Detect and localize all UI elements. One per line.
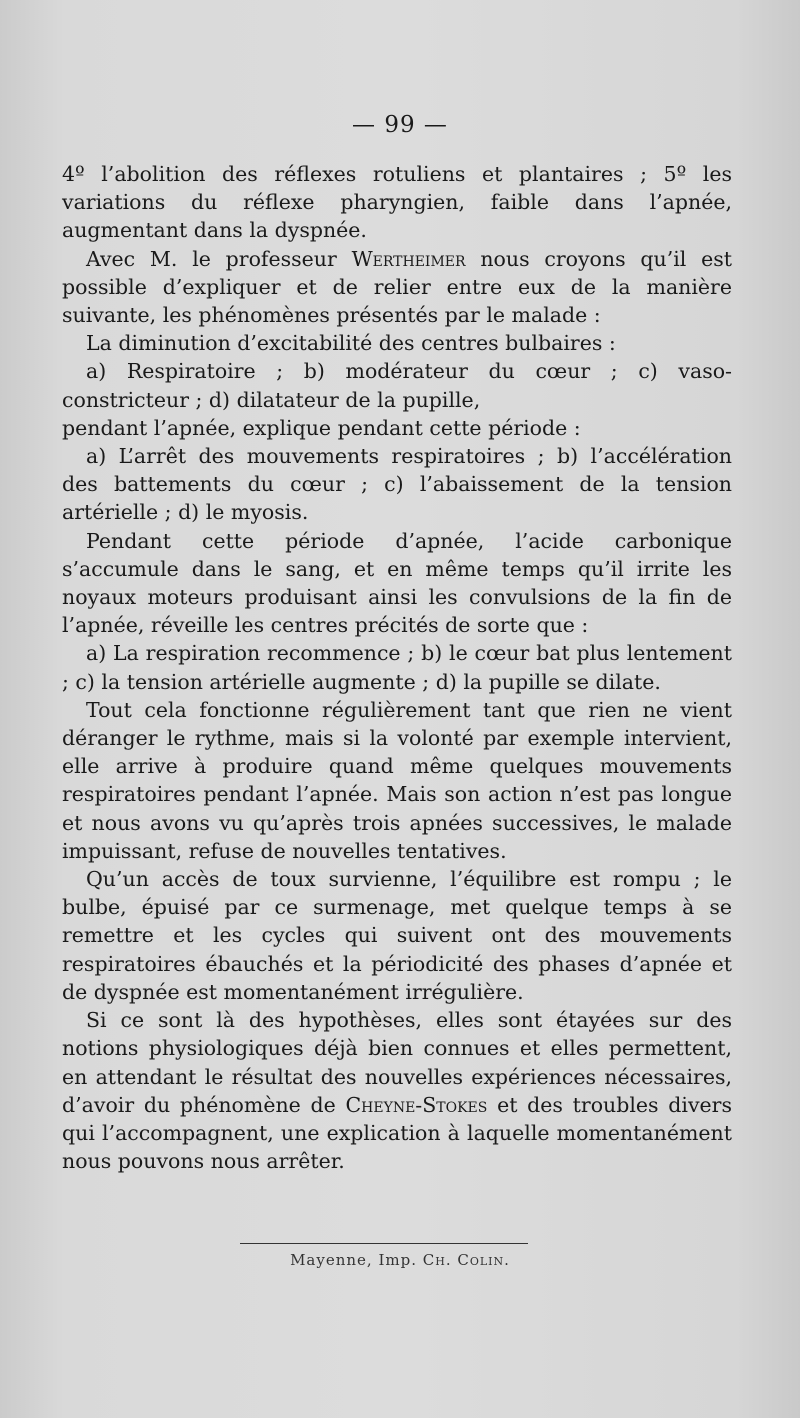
paragraph: Qu’un accès de toux survienne, l’équilibre est rompu ; le bulbe, épuisé par ce surmenage, met quelque temps à se remettre et les cycles qui suivent ont des mouvements respiratoires ébauchés et la périodicité des phases d’apnée et de dyspnée est momentanément irrégulière.	[62, 867, 732, 1004]
paragraph: 4º l’abolition des réflexes rotuliens et plantaires ; 5º les variations du réflexe pharyngien, faible dans l’apnée, augmentant dans la dyspnée.	[62, 162, 732, 243]
paragraph: a) La respiration recommence ; b) le cœur bat plus lentement ; c) la tension artérielle augmente ; d) la pupille se dilate.	[62, 641, 732, 694]
paragraph: Tout cela fonctionne régulièrement tant que rien ne vient déranger le rythme, mais si la volonté par exemple intervient, elle arrive à produire quand même quelques mouvements respiratoires pendant l’apnée. Mais son action n’est pas longue et nous avons vu qu’après trois apnées successives, le malade impuissant, refuse de nouvelles tentatives.	[62, 697, 732, 863]
imprint-place: Mayenne, Imp.	[290, 1251, 423, 1269]
text-run: Si ce sont là des hypothèses, elles sont étayées sur des notions physiologiques déjà bien connues et elles permettent, en attendant le résultat des nouvelles expériences nécessaires, d’avoir du phénomène de	[62, 1008, 732, 1117]
imprint-printer: Ch. Colin	[422, 1251, 505, 1269]
page-number: — 99 —	[352, 112, 448, 138]
paragraph	[62, 245, 732, 330]
paragraph: La diminution d’excitabilité des centres bulbaires :	[86, 331, 616, 356]
paragraph: a) Respiratoire ; b) modérateur du cœur ; c) vaso-constricteur ; d) dilatateur de la pupille,	[62, 359, 732, 412]
text-run: Avec M. le professeur	[86, 246, 352, 271]
paragraph: pendant l’apnée, explique pendant cette période :	[62, 415, 581, 440]
paragraph: a) L’arrêt des mouvements respiratoires ; b) l’accélération des battements du cœur ; c) l’abaissement de la tension artérielle ; d) le myosis.	[62, 444, 732, 525]
person-name: Wertheimer	[351, 246, 466, 271]
imprint-end: .	[504, 1251, 510, 1269]
text-body	[62, 160, 732, 1175]
printer-imprint	[0, 1251, 800, 1269]
paragraph: Pendant cette période d’apnée, l’acide carbonique s’accumule dans le sang, et en même temps qu’il irrite les noyaux moteurs produisant ainsi les convulsions de la fin de l’apnée, réveille les centres précités de sorte que :	[62, 528, 732, 638]
person-name: Cheyne-Stokes	[345, 1092, 488, 1117]
text-run: nous croyons qu’il est possible d’expliquer et de relier entre eux de la manière suivante, les phénomènes présentés par le malade :	[62, 246, 732, 328]
footer-rule	[240, 1243, 528, 1244]
paragraph	[62, 1006, 732, 1175]
text-run: et des troubles divers qui l’accompagnent, une explication à laquelle momentanément nous pouvons nous arrêter.	[62, 1092, 732, 1174]
